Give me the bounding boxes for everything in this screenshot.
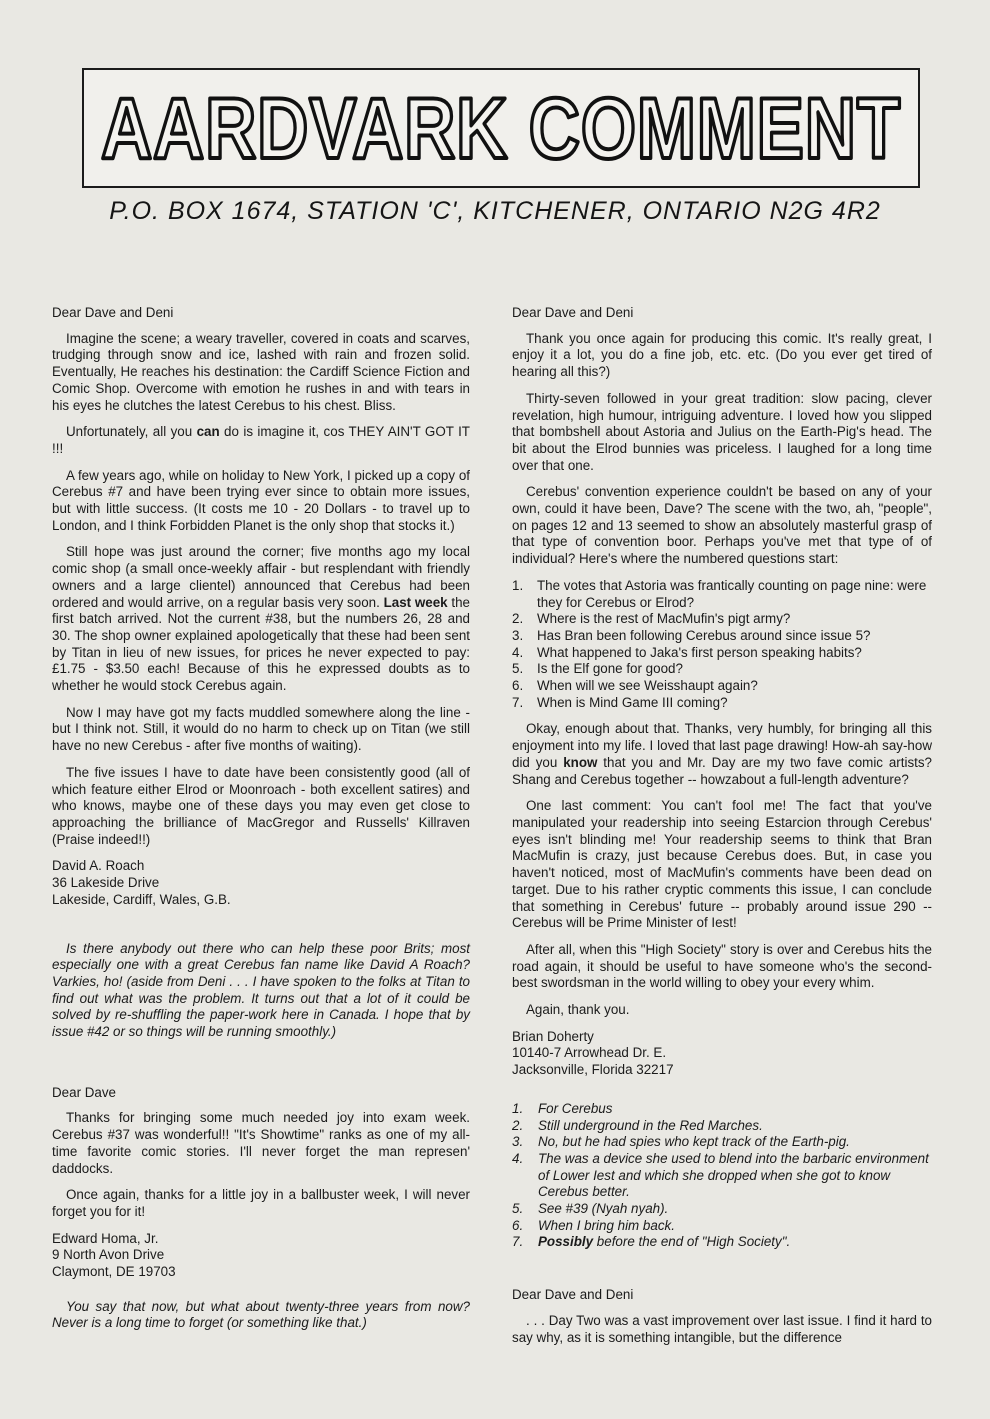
signature-name: Edward Homa, Jr.	[52, 1230, 159, 1246]
letter-dave-deni-2	[512, 1287, 932, 1346]
mailing-address: P.O. BOX 1674, STATION 'C', KITCHENER, ONTARIO N2G 4R2	[109, 197, 881, 225]
letter-salutation: Dear Dave and Deni	[512, 305, 634, 320]
letter-paragraph: Thanks for bringing some much needed joy into exam week. Cerebus #37 was wonderful!! "It's Showtime" ranks as one of my all-time favorite comic stories. I'll never forget the man represen' daddocks.	[52, 1110, 470, 1176]
answer-item: 4. The was a device she used to blend into the barbaric environment of Lower Iest and which she dropped when she got to know Cerebus better.	[512, 1150, 929, 1200]
letter-paragraph: Unfortunately, all you can do is imagine it, cos THEY AIN'T GOT IT !!!	[52, 424, 470, 456]
signature-name: David A. Roach	[52, 858, 145, 874]
letter-paragraph: Still hope was just around the corner; five months ago my local comic shop (a small once-weekly affair - but resplendant with friendly owners and a large clientel) announced that Cerebus had been ordered and would arrive, on a regular basis very soon. Last week the first batch arrived. Not the current #38, but the numbers 26, 28 and 30. The shop owner explained apologetically that these had been sent by Titan in lieu of new issues, for prices he never expected to pay: £1.75 - $3.50 each! Because of this he expressed doubts as to whether he would stock Cerebus again.	[52, 544, 470, 694]
question-item: 3. Has Bran been following Cerebus around since issue 5?	[512, 627, 871, 643]
signature-street: 36 Lakeside Drive	[52, 875, 160, 891]
question-item: 2. Where is the rest of MacMufin's pigt army?	[512, 611, 791, 627]
letter-doherty	[512, 305, 932, 1251]
question-item: 5. Is the Elf gone for good?	[512, 661, 683, 677]
answer-item: 1. For Cerebus	[512, 1100, 613, 1116]
signature-street: 9 North Avon Drive	[52, 1247, 165, 1263]
editor-answer-list	[512, 1101, 932, 1251]
question-list	[512, 578, 932, 712]
title-logo	[84, 70, 918, 186]
signature-city: Jacksonville, Florida 32217	[512, 1062, 674, 1078]
letter-paragraph: Again, thank you.	[526, 1002, 630, 1018]
question-item: 6. When will we see Weisshaupt again?	[512, 678, 758, 694]
question-item: 7. When is Mind Game III coming?	[512, 694, 728, 710]
letter-signature	[52, 858, 470, 908]
left-column	[52, 305, 470, 1342]
letter-roach	[52, 305, 470, 1041]
letter-paragraph: Cerebus' convention experience couldn't be based on any of your own, could it have been, Dave? The scene with the two, ah, "people", on pages 12 and 13 seemed to show an absolutely masterful grasp of that type of convention boor. Perhaps you've met that type of of individual? Here's where the numbered questions start:	[512, 484, 932, 567]
letter-signature	[52, 1231, 470, 1281]
answer-item: 7. Possibly before the end of "High Society".	[512, 1234, 791, 1250]
title-banner	[82, 68, 920, 188]
letter-salutation: Dear Dave and Deni	[52, 305, 174, 320]
editor-reply: You say that now, but what about twenty-three years from now? Never is a long time to forget (or something like that.)	[52, 1298, 470, 1331]
letter-salutation: Dear Dave and Deni	[512, 1287, 634, 1303]
letter-signature	[512, 1029, 932, 1079]
letter-paragraph: The five issues I have to date have been consistently good (all of which feature either Elrod or Moonroach - both excellent satires) and who knows, maybe one of these days you may even get close to approaching the brilliance of MacGregor and Russells' Killraven (Praise indeed!!)	[52, 764, 470, 847]
signature-city: Claymont, DE 19703	[52, 1264, 176, 1280]
question-item: 1. The votes that Astoria was frantically counting on page nine: were they for Cerebus or Elrod?	[512, 577, 927, 610]
letter-paragraph: Thank you once again for producing this comic. It's really great, I enjoy it a lot, you do a fine job, etc. etc. (Do you ever get tired of hearing all this?)	[512, 330, 932, 380]
answer-item: 5. See #39 (Nyah nyah).	[512, 1201, 669, 1217]
letter-paragraph: A few years ago, while on holiday to New York, I picked up a copy of Cerebus #7 and have been trying ever since to obtain more issues, but with little success. (It costs me 10 - 20 Dollars - to travel up to London, and I think Forbidden Planet is the only shop that stocks it.)	[52, 467, 470, 533]
letter-salutation: Dear Dave	[52, 1084, 117, 1100]
letter-paragraph: One last comment: You can't fool me! The fact that you've manipulated your readership into seeing Estarcion through Cerebus' eyes isn't blinding me! Your readership seems to think that Bran MacMufin is crazy, just because Cerebus does. But, in case you haven't noticed, most of MacMufin's comments have been dead on target. Due to his rather cryptic comments this issue, I can conclude that something in Cerebus' future -- probably around issue 290 -- Cerebus will be Prime Minister of Iest!	[512, 798, 932, 931]
answer-item: 6. When I bring him back.	[512, 1217, 675, 1233]
letter-homa	[52, 1085, 470, 1332]
title-logo-text: AARDVARK COMMENT	[101, 81, 901, 177]
signature-city: Lakeside, Cardiff, Wales, G.B.	[52, 891, 231, 907]
letter-paragraph: After all, when this "High Society" story is over and Cerebus hits the road again, it should be useful to have someone who's the second-best swordsman in the world willing to obey your every whim.	[512, 941, 932, 991]
letter-paragraph: Now I may have got my facts muddled somewhere along the line - but I think not. Still, it would do no harm to check up on Titan (we still have no new Cerebus - after five months of waiting).	[52, 704, 470, 754]
letter-paragraph: Once again, thanks for a little joy in a ballbuster week, I will never forget you for it!	[52, 1187, 470, 1219]
signature-street: 10140-7 Arrowhead Dr. E.	[512, 1045, 667, 1061]
answer-item: 3. No, but he had spies who kept track of the Earth-pig.	[512, 1134, 850, 1150]
letter-paragraph: Imagine the scene; a weary traveller, covered in coats and scarves, trudging through snow and ice, lashed with rain and frozen solid. Eventually, He reaches his destination: the Cardiff Science Fiction and Comic Shop. Overcome with emotion he rushes in and with tears in his eyes he clutches the latest Cerebus to his chest. Bliss.	[52, 330, 470, 413]
editor-reply: Is there anybody out there who can help these poor Brits; most especially one with a great Cerebus fan name like David A Roach? Varkies, ho! (aside from Deni . . . I have spoken to the folks at Titan to find out what was the problem. It turns out that a lot of it could be solved by re-shuffling the paper-work here in Canada. I hope that by issue #42 or so things will be running smoothly.)	[52, 940, 470, 1040]
question-item: 4. What happened to Jaka's first person speaking habits?	[512, 644, 862, 660]
signature-name: Brian Doherty	[512, 1028, 594, 1044]
letter-paragraph: Okay, enough about that. Thanks, very humbly, for bringing all this enjoyment into my life. I loved that last page drawing! How-ah say-how did you know that you and Mr. Day are my two fave comic artists? Shang and Cerebus together -- howzabout a full-length adventure?	[512, 721, 933, 787]
letter-paragraph: . . . Day Two was a vast improvement over last issue. I find it hard to say why, as it is something intangible, but the difference	[512, 1312, 932, 1345]
letter-paragraph: Thirty-seven followed in your great tradition: slow pacing, clever revelation, high humour, intriguing adventure. I loved how you slipped that bombshell about Astoria and Julius on the Earth-Pig's head. The bit about the Elrod bunnies was priceless. I laughed for a long time over that one.	[512, 390, 932, 473]
right-column	[512, 305, 932, 1356]
answer-item: 2. Still underground in the Red Marches.	[512, 1117, 763, 1133]
